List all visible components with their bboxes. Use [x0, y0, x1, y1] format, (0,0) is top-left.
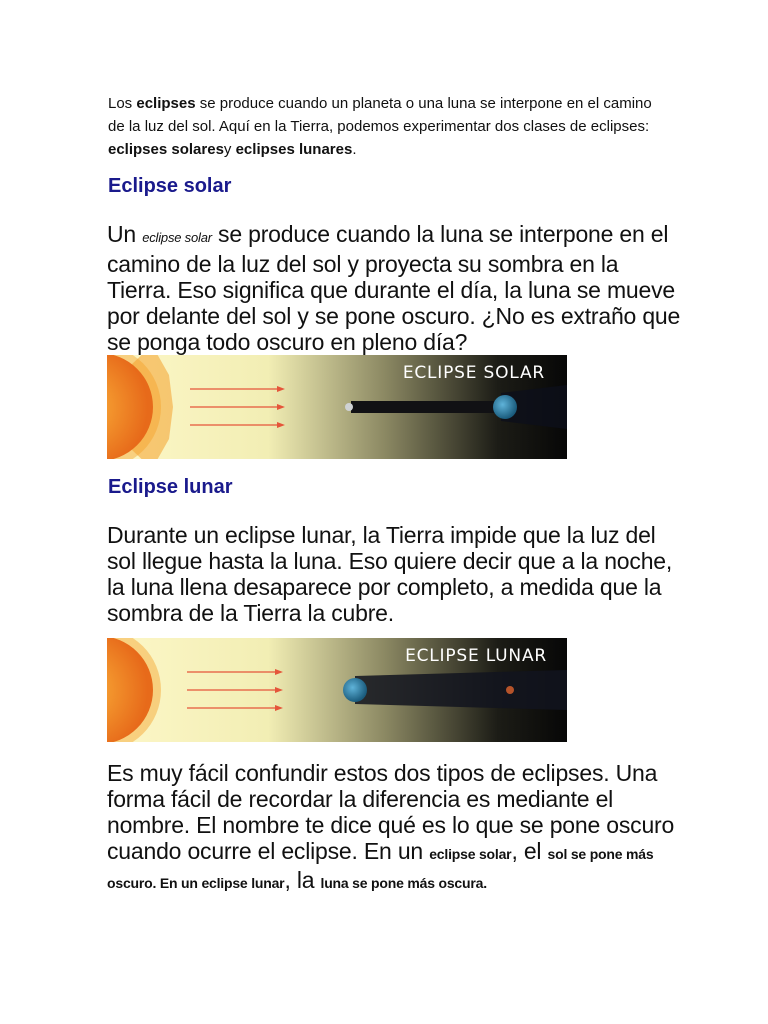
intro-bold-eclipses: eclipses: [136, 95, 196, 112]
figure-label: ECLIPSE LUNAR: [405, 646, 547, 666]
solar-term: eclipse solar: [142, 230, 212, 245]
heading-eclipse-solar: Eclipse solar: [108, 175, 232, 197]
closing-term-solar: eclipse solar: [429, 846, 512, 862]
closing-text: . En un: [152, 875, 202, 891]
closing-paragraph: [107, 760, 682, 896]
intro-bold-solares: eclipses solares: [108, 141, 224, 158]
solar-eclipse-figure: [107, 355, 567, 459]
solar-paragraph: [107, 221, 682, 355]
figure-label: ECLIPSE SOLAR: [402, 363, 545, 383]
intro-text: se produce cuando un planeta o una luna se interpone en el camino de la luz del sol. Aquí en la Tierra, podemos experimentar dos clases de eclipses:: [108, 95, 652, 135]
closing-term-luna-oscura: luna se pone más oscura: [320, 875, 484, 891]
closing-text: .: [483, 875, 487, 891]
lunar-paragraph: Durante un eclipse lunar, la Tierra impide que la luz del sol llegue hasta la luna. Eso quiere decir que a la noche, la luna llena desaparece por completo, a medida que la sombra de la Tierra la cubre.: [107, 522, 673, 626]
intro-text: .: [352, 141, 357, 158]
intro-bold-lunares: eclipses lunares: [235, 141, 353, 158]
intro-text: Los: [108, 95, 137, 112]
closing-text: , la: [284, 867, 321, 893]
solar-text: se produce cuando la luna se interpone en el camino de la luz del sol y proyecta su sombra en la Tierra. Eso significa que durante el día, la luna se mueve por delante del sol y se pone oscuro. ¿No es extraño que se ponga todo oscuro en pleno día?: [107, 221, 681, 355]
heading-eclipse-lunar: Eclipse lunar: [108, 476, 233, 498]
intro-text: y: [223, 141, 236, 158]
closing-text: Es muy fácil confundir estos dos tipos de eclipses. Una forma fácil de recordar la diferencia es mediante el nombre. El nombre te dice qué es lo que se pone oscuro cuando ocurre el eclipse. En un: [107, 760, 675, 864]
solar-text: Un: [107, 221, 143, 247]
lunar-eclipse-figure: [107, 638, 567, 742]
closing-text: , el: [511, 838, 548, 864]
closing-term-sol-oscuro: sol se pone más oscuro: [107, 846, 654, 891]
intro-paragraph: [108, 92, 668, 161]
closing-term-lunar: eclipse lunar: [201, 875, 285, 891]
